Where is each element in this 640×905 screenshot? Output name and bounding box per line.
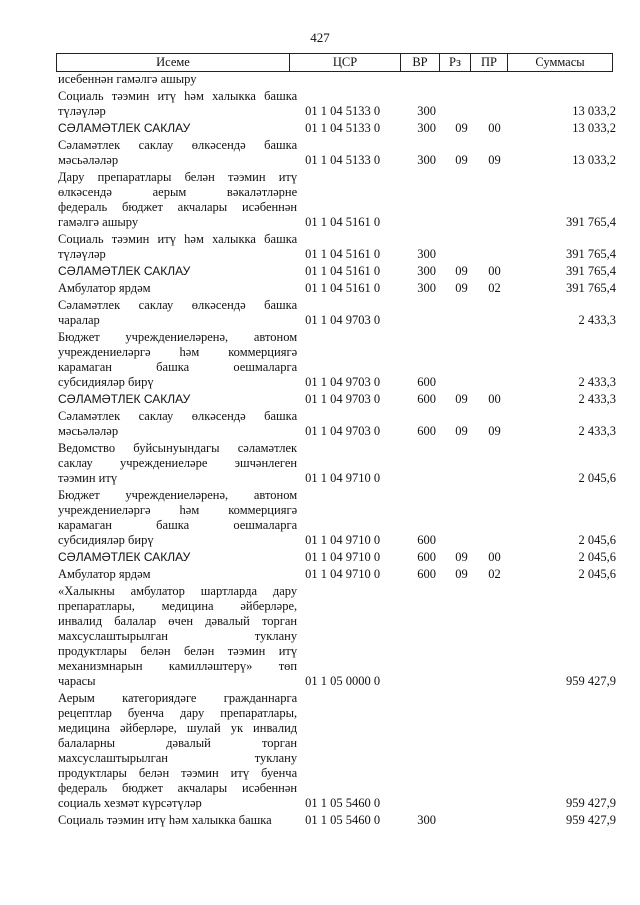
row-vr: 600: [417, 424, 437, 438]
row-csr: 01 1 04 9703 0: [305, 424, 381, 438]
row-csr: 01 1 05 0000 0: [305, 674, 381, 688]
row-sum: 391 765,4: [566, 215, 616, 229]
row-pr: 00: [488, 550, 501, 564]
table-row: [56, 281, 616, 296]
row-name: [56, 567, 297, 582]
row-vr: 300: [417, 153, 437, 167]
row-name-line: Бюджет учреждениеләренә, автоном: [58, 330, 298, 344]
row-name-line: Социаль тәэмин итү һәм халыкка башка: [58, 232, 298, 246]
row-name-line: Ведомство буйсынуындагы сәламәтлек: [58, 441, 298, 455]
row-name-line: балаларны дәвалый торган: [58, 736, 298, 750]
row-vr: 300: [417, 264, 437, 278]
row-vr: 300: [417, 121, 437, 135]
row-name-line: препаратлары, медицина әйберләре,: [58, 599, 298, 613]
row-vr: 300: [417, 281, 437, 295]
row-name-line: СӘЛАМӘТЛЕК САКЛАУ: [58, 121, 191, 135]
table-row: [56, 691, 616, 811]
row-sum: 2 045,6: [578, 533, 616, 547]
row-name: [56, 138, 297, 168]
row-sum: 391 765,4: [566, 264, 616, 278]
column-header-pr: ПР: [471, 54, 508, 72]
table-row: [56, 441, 616, 486]
table-row: [56, 409, 616, 439]
row-csr: 01 1 04 5161 0: [305, 215, 381, 229]
row-pr: 00: [488, 392, 501, 406]
row-name-line: карамаган башка оешмаларга: [58, 360, 298, 374]
row-csr: 01 1 04 5133 0: [305, 121, 381, 135]
row-rz: 09: [455, 550, 468, 564]
table-row: [56, 567, 616, 582]
table-row: [56, 89, 616, 119]
row-sum: 391 765,4: [566, 281, 616, 295]
row-sum: 2 433,3: [578, 424, 616, 438]
row-name-line: Сәламәтлек саклау өлкәсендә башка: [58, 138, 298, 152]
table-row: [56, 813, 616, 828]
row-csr: 01 1 04 5161 0: [305, 281, 381, 295]
row-csr: 01 1 04 9703 0: [305, 313, 381, 327]
row-pr: 02: [488, 281, 501, 295]
table-body: [56, 72, 616, 830]
row-name: [56, 691, 297, 811]
row-name-line: саклау учреждениеләре эшчәнлеген: [58, 456, 298, 470]
row-sum: 2 045,6: [578, 471, 616, 485]
row-csr: 01 1 04 5133 0: [305, 104, 381, 118]
row-csr: 01 1 04 9710 0: [305, 533, 381, 547]
row-csr: 01 1 04 9703 0: [305, 375, 381, 389]
row-name-line: СӘЛАМӘТЛЕК САКЛАУ: [58, 550, 191, 564]
row-name-line: Сәламәтлек саклау өлкәсендә башка: [58, 298, 298, 312]
row-pr: 09: [488, 153, 501, 167]
row-sum: 2 433,3: [578, 313, 616, 327]
row-rz: 09: [455, 567, 468, 581]
table-row: [56, 121, 616, 136]
row-name-line: мәсьәләләр: [58, 153, 119, 167]
row-csr: 01 1 04 9703 0: [305, 392, 381, 406]
row-csr: 01 1 04 9710 0: [305, 567, 381, 581]
row-rz: 09: [455, 392, 468, 406]
row-name-line: мәсьәләләр: [58, 424, 119, 438]
row-name-line: түләүләр: [58, 104, 106, 118]
table-row: [56, 298, 616, 328]
row-name-line: Бюджет учреждениеләренә, автоном: [58, 488, 298, 502]
row-sum: 13 033,2: [572, 104, 616, 118]
row-vr: 300: [417, 104, 437, 118]
row-sum: 2 045,6: [578, 567, 616, 581]
row-name: [56, 72, 297, 87]
row-pr: 09: [488, 424, 501, 438]
row-name-line: махсуслаштырылган туклану: [58, 629, 298, 643]
row-name: [56, 392, 297, 407]
row-name: [56, 409, 297, 439]
row-csr: 01 1 04 9710 0: [305, 471, 381, 485]
row-rz: 09: [455, 121, 468, 135]
row-rz: 09: [455, 281, 468, 295]
column-header-vr: ВР: [401, 54, 440, 72]
table-row: [56, 488, 616, 548]
table-row: [56, 330, 616, 390]
row-name: [56, 330, 297, 390]
row-vr: 600: [417, 567, 437, 581]
row-sum: 2 433,3: [578, 392, 616, 406]
row-sum: 959 427,9: [566, 813, 616, 827]
row-pr: 02: [488, 567, 501, 581]
row-name: [56, 232, 297, 262]
row-name-line: учреждениеләргә һәм коммерциягә: [58, 345, 298, 359]
row-name-line: карамаган башка оешмаларга: [58, 518, 298, 532]
row-name-line: «Халыкны амбулатор шартларда дару: [58, 584, 298, 598]
row-name: [56, 298, 297, 328]
row-name-line: өлкәсендә аерым вәкаләтләрне: [58, 185, 298, 199]
row-pr: 00: [488, 264, 501, 278]
table-row: [56, 550, 616, 565]
row-rz: 09: [455, 264, 468, 278]
page-number: 427: [310, 30, 330, 45]
table-row: [56, 232, 616, 262]
row-sum: 391 765,4: [566, 247, 616, 261]
table-header: [56, 53, 613, 72]
row-name-line: Сәламәтлек саклау өлкәсендә башка: [58, 409, 298, 423]
row-name: [56, 170, 297, 230]
table-row: [56, 72, 616, 87]
row-pr: 00: [488, 121, 501, 135]
row-name-line: федераль бюджет акчалары исәбеннән: [58, 200, 298, 214]
row-name-line: тәэмин итү: [58, 471, 118, 485]
row-csr: 01 1 04 9710 0: [305, 550, 381, 564]
row-vr: 600: [417, 392, 437, 406]
table-row: [56, 264, 616, 279]
row-name: [56, 584, 297, 689]
row-name-line: Социаль тәэмин итү һәм халыкка башка: [58, 813, 272, 827]
column-header-csr: ЦСР: [290, 54, 401, 72]
table-row: [56, 392, 616, 407]
row-name-line: исебеннән гамәлгә ашыру: [58, 72, 197, 86]
row-name-line: инвалид балалар өчен дәвалый торган: [58, 614, 298, 628]
row-name-line: гамәлгә ашыру: [58, 215, 139, 229]
row-csr: 01 1 04 5133 0: [305, 153, 381, 167]
column-header-name: Исеме: [57, 54, 290, 72]
row-csr: 01 1 05 5460 0: [305, 796, 381, 810]
row-name-line: субсидияләр бирү: [58, 375, 154, 389]
row-name-line: Аерым категориядәге гражданнарга: [58, 691, 298, 705]
table-row: [56, 138, 616, 168]
row-rz: 09: [455, 424, 468, 438]
row-name-line: учреждениеләргә һәм коммерциягә: [58, 503, 298, 517]
row-name-line: федераль бюджет акчалары исәбеннән: [58, 781, 298, 795]
row-vr: 300: [417, 247, 437, 261]
row-vr: 600: [417, 375, 437, 389]
row-sum: 13 033,2: [572, 121, 616, 135]
row-sum: 2 045,6: [578, 550, 616, 564]
table-row: [56, 170, 616, 230]
row-name-line: Амбулатор ярдәм: [58, 567, 151, 581]
row-vr: 600: [417, 533, 437, 547]
row-name: [56, 441, 297, 486]
row-name-line: махсуслаштырылган туклану: [58, 751, 298, 765]
row-csr: 01 1 04 5161 0: [305, 264, 381, 278]
row-name-line: продуктлары белән белән тәэмин итү: [58, 644, 298, 658]
row-csr: 01 1 05 5460 0: [305, 813, 381, 827]
row-rz: 09: [455, 153, 468, 167]
row-sum: 13 033,2: [572, 153, 616, 167]
row-name: [56, 281, 297, 296]
row-sum: 959 427,9: [566, 796, 616, 810]
row-name-line: механизмнарын камилләштерү» төп: [58, 659, 298, 673]
row-name: [56, 813, 297, 828]
row-vr: 300: [417, 813, 437, 827]
row-vr: 600: [417, 550, 437, 564]
row-name-line: чарасы: [58, 674, 96, 688]
row-name-line: Амбулатор ярдәм: [58, 281, 151, 295]
row-csr: 01 1 04 5161 0: [305, 247, 381, 261]
row-name-line: чаралар: [58, 313, 100, 327]
row-name-line: субсидияләр бирү: [58, 533, 154, 547]
column-header-sum: Суммасы: [508, 54, 613, 72]
row-name-line: Социаль тәэмин итү һәм халыкка башка: [58, 89, 298, 103]
table-row: [56, 584, 616, 689]
row-name: [56, 89, 297, 119]
row-name-line: рецептлар буенча дару препаратлары,: [58, 706, 298, 720]
row-name-line: түләүләр: [58, 247, 106, 261]
row-sum: 959 427,9: [566, 674, 616, 688]
row-name: [56, 550, 297, 565]
row-name: [56, 121, 297, 136]
row-name: [56, 488, 297, 548]
column-header-rz: Рз: [440, 54, 471, 72]
row-name-line: медицина әйберләре, шулай ук инвалид: [58, 721, 298, 735]
row-name-line: СӘЛАМӘТЛЕК САКЛАУ: [58, 264, 191, 278]
row-name: [56, 264, 297, 279]
row-name-line: СӘЛАМӘТЛЕК САКЛАУ: [58, 392, 191, 406]
row-name-line: продуктлары белән тәэмин итү буенча: [58, 766, 298, 780]
row-name-line: социаль хезмәт күрсәтүләр: [58, 796, 202, 810]
row-sum: 2 433,3: [578, 375, 616, 389]
row-name-line: Дару препаратлары белән тәэмин итү: [58, 170, 298, 184]
